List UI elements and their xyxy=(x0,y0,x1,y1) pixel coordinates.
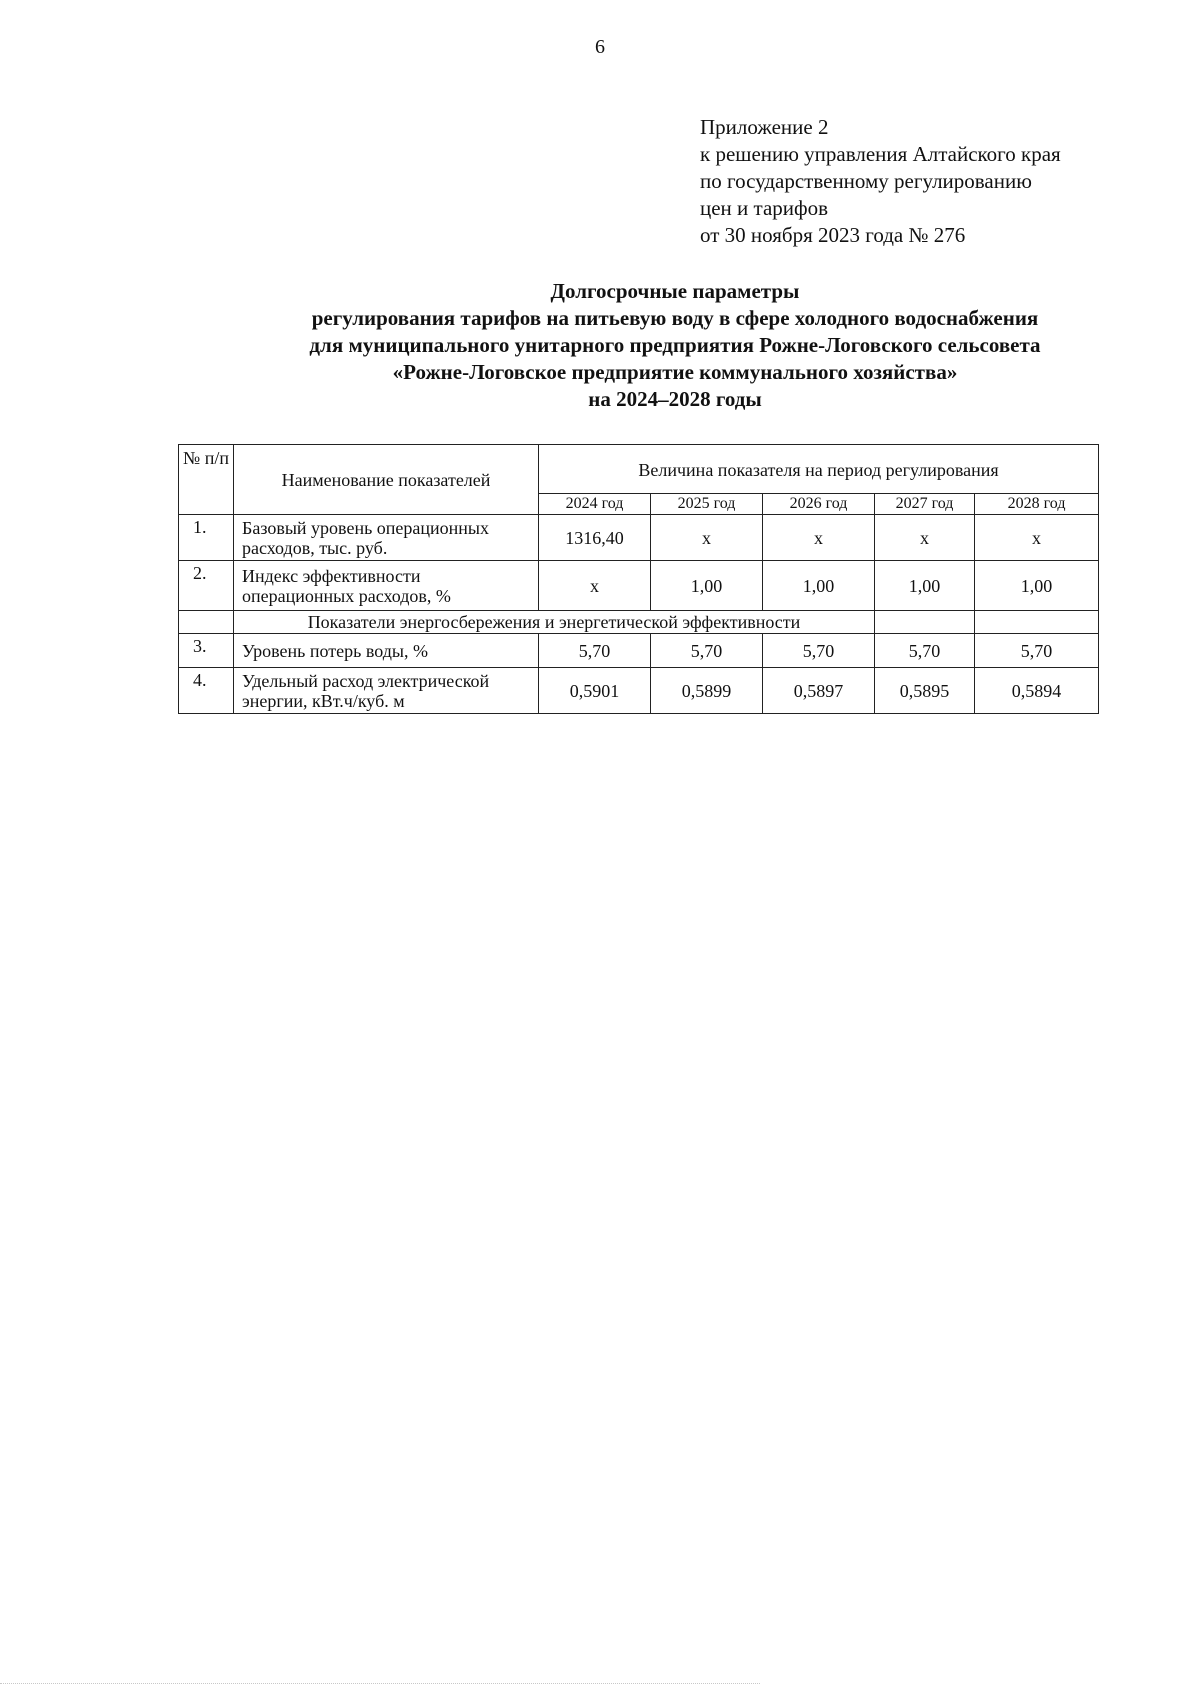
row-value: 0,5899 xyxy=(651,668,763,714)
row-value: 0,5901 xyxy=(539,668,651,714)
scan-footer-line xyxy=(0,1683,760,1685)
row-value: 5,70 xyxy=(763,634,875,668)
appendix-line: Приложение 2 xyxy=(700,115,829,139)
row-value: x xyxy=(763,515,875,561)
row-value: x xyxy=(651,515,763,561)
title-line: для муниципального унитарного предприятия Рожне-Логовского сельсовета xyxy=(309,333,1041,357)
table-header-row xyxy=(179,445,1099,494)
table-row xyxy=(179,515,1099,561)
row-num: 3. xyxy=(179,634,234,668)
row-value: 1,00 xyxy=(975,561,1099,611)
row-value: 0,5897 xyxy=(763,668,875,714)
appendix-block xyxy=(700,114,1061,249)
header-year: 2027 год xyxy=(875,494,975,515)
section-blank-cell xyxy=(975,611,1099,634)
header-num: № п/п xyxy=(179,445,234,515)
row-num: 2. xyxy=(179,561,234,611)
appendix-line: к решению управления Алтайского края xyxy=(700,142,1061,166)
document-title xyxy=(0,278,1200,413)
row-value: 5,70 xyxy=(975,634,1099,668)
table-row xyxy=(179,561,1099,611)
row-value: 1,00 xyxy=(763,561,875,611)
header-year: 2025 год xyxy=(651,494,763,515)
header-period: Величина показателя на период регулирования xyxy=(539,445,1099,494)
header-name: Наименование показателей xyxy=(234,445,539,515)
section-title: Показатели энергосбережения и энергетической эффективности xyxy=(234,611,875,634)
section-row xyxy=(179,611,1099,634)
table-row xyxy=(179,634,1099,668)
title-line: «Рожне-Логовское предприятие коммунального хозяйства» xyxy=(392,360,958,384)
row-value: 5,70 xyxy=(651,634,763,668)
row-value: 1,00 xyxy=(651,561,763,611)
appendix-line: от 30 ноября 2023 года № 276 xyxy=(700,223,966,247)
row-name: Уровень потерь воды, % xyxy=(234,634,539,668)
row-value: 1,00 xyxy=(875,561,975,611)
row-value: 5,70 xyxy=(875,634,975,668)
title-line: Долгосрочные параметры xyxy=(550,279,800,303)
row-num: 4. xyxy=(179,668,234,714)
row-value: 0,5895 xyxy=(875,668,975,714)
title-line: на 2024–2028 годы xyxy=(588,387,762,411)
row-name: Удельный расход электрической энергии, кВт.ч/куб. м xyxy=(234,668,539,714)
section-blank-cell xyxy=(875,611,975,634)
row-value: 5,70 xyxy=(539,634,651,668)
row-value: x xyxy=(539,561,651,611)
row-value: 1316,40 xyxy=(539,515,651,561)
header-year: 2026 год xyxy=(763,494,875,515)
row-name: Базовый уровень операционных расходов, тыс. руб. xyxy=(234,515,539,561)
appendix-line: цен и тарифов xyxy=(700,196,829,220)
row-value: x xyxy=(975,515,1099,561)
row-value: x xyxy=(875,515,975,561)
appendix-line: по государственному регулированию xyxy=(700,169,1032,193)
section-blank-cell xyxy=(179,611,234,634)
title-line: регулирования тарифов на питьевую воду в сфере холодного водоснабжения xyxy=(311,306,1039,330)
table-row xyxy=(179,668,1099,714)
header-year: 2024 год xyxy=(539,494,651,515)
header-year: 2028 год xyxy=(975,494,1099,515)
page-number: 6 xyxy=(595,36,605,58)
row-num: 1. xyxy=(179,515,234,561)
parameters-table xyxy=(178,444,1099,714)
row-name: Индекс эффективности операционных расходов, % xyxy=(234,561,539,611)
row-value: 0,5894 xyxy=(975,668,1099,714)
